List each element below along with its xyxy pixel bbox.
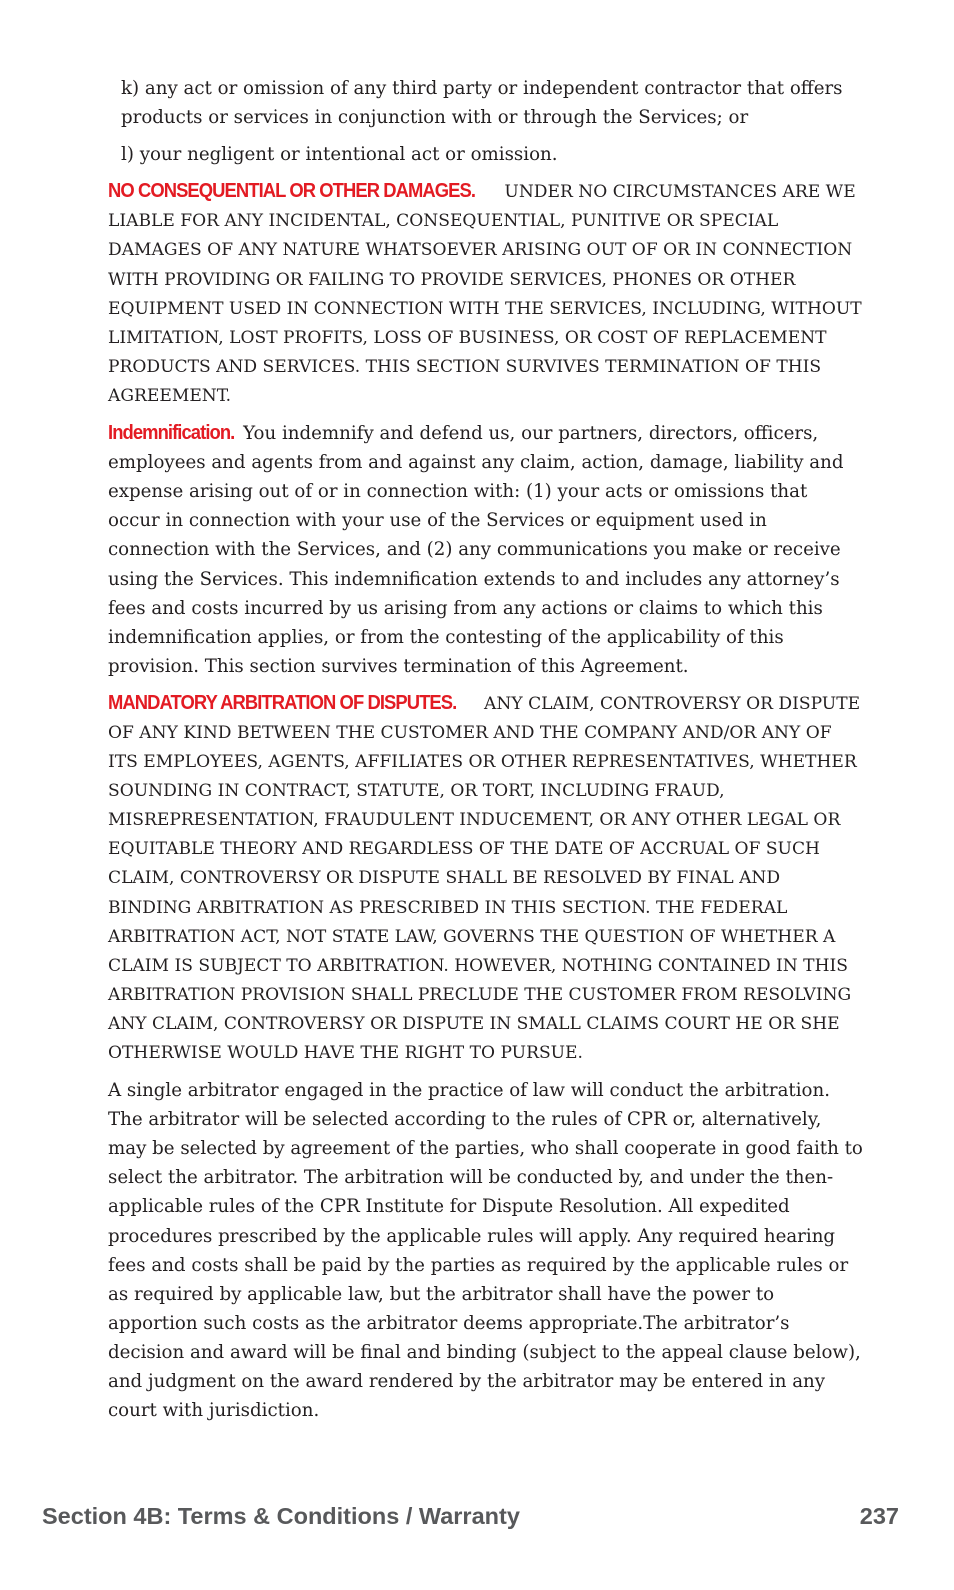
no-damages-heading: NO CONSEQUENTIAL OR OTHER DAMAGES. [108,180,476,203]
no-damages-paragraph [108,177,864,411]
arbitration-body: ANY CLAIM, CONTROVERSY OR DISPUTE OF ANY KIND BETWEEN THE CUSTOMER AND THE COMPANY AND/OR ANY OF ITS EMPLOYEES, AGENTS, AFFILIATES OR OTHER REPRESENTATIVES, WHETHER SOUNDING IN CONTRACT, STATUTE, OR TORT, INCLUDING FRAUD, MISREPRESENTATION, FRAUDULENT INDUCEMENT, OR ANY OTHER LEGAL OR EQUITABLE THEORY AND REGARDLESS OF THE DATE OF ACCRUAL OF SUCH CLAIM, CONTROVERSY OR DISPUTE SHALL BE RESOLVED BY FINAL AND BINDING ARBITRATION AS PRESCRIBED IN THIS SECTION. THE FEDERAL ARBITRATION ACT, NOT STATE LAW, GOVERNS THE QUESTION OF WHETHER A CLAIM IS SUBJECT TO ARBITRATION. HOWEVER, NOTHING CONTAINED IN THIS ARBITRATION PROVISION SHALL PRECLUDE THE CUSTOMER FROM RESOLVING ANY CLAIM, CONTROVERSY OR DISPUTE IN SMALL CLAIMS COURT HE OR SHE OTHERWISE WOULD HAVE THE RIGHT TO PURSUE. [108,693,861,1063]
arbitration-paragraph [108,689,864,1068]
arbitrator-paragraph: A single arbitrator engaged in the practice of law will conduct the arbitration. The arbitrator will be selected according to the rules of CPR or, alternatively, may be selected by agreement of the parties, who shall cooperate in good faith to select the arbitrator. The arbitration will be conducted by, and under the then-applicable rules of the CPR Institute for Dispute Resolution. All expedited procedures prescribed by the applicable rules will apply. Any required hearing fees and costs shall be paid by the parties as required by the applicable rules or as required by applicable law, but the arbitrator shall have the power to apportion such costs as the arbitrator deems appropriate.The arbitrator’s decision and award will be final and binding (subject to the appeal clause below), and judgment on the award rendered by the arbitrator may be entered in any court with jurisdiction. [108,1080,863,1422]
footer-section-title: Section 4B: Terms & Conditions / Warranty [42,1503,520,1529]
indemnification-body: You indemnify and defend us, our partners, directors, officers, employees and agents from and against any claim, action, damage, liability and expense arising out of or in connection with: (1) your acts or omissions that occur in connection with your use of the Services or equipment used in connection with the Services, and (2) any communications you make or receive using the Services. This indemnification extends to and includes any attorney’s fees and costs incurred by us arising from any actions or claims to which this indemnification applies, or from the contesting of the applicability of this provision. This section survives termination of this Agreement. [108,423,844,677]
indemnification-heading: Indemnification. [108,422,235,445]
indemnification-paragraph [108,419,864,681]
arbitration-heading: MANDATORY ARBITRATION OF DISPUTES. [108,691,457,714]
page-footer [42,1503,899,1530]
list-item-k: k) any act or omission of any third party or independent contractor that offers products or services in conjunction with or through the Services; or [121,78,843,129]
list-item-l: l) your negligent or intentional act or omission. [121,144,558,166]
document-body [108,74,864,1433]
no-damages-body: UNDER NO CIRCUMSTANCES ARE WE LIABLE FOR ANY INCIDENTAL, CONSEQUENTIAL, PUNITIVE OR SPECIAL DAMAGES OF ANY NATURE WHATSOEVER ARISING OUT OF OR IN CONNECTION WITH PROVIDING OR FAILING TO PROVIDE SERVICES, PHONES OR OTHER EQUIPMENT USED IN CONNECTION WITH THE SERVICES, INCLUDING, WITHOUT LIMITATION, LOST PROFITS, LOSS OF BUSINESS, OR COST OF REPLACEMENT PRODUCTS AND SERVICES. THIS SECTION SURVIVES TERMINATION OF THIS AGREEMENT. [108,182,862,406]
page-number: 237 [859,1503,899,1529]
